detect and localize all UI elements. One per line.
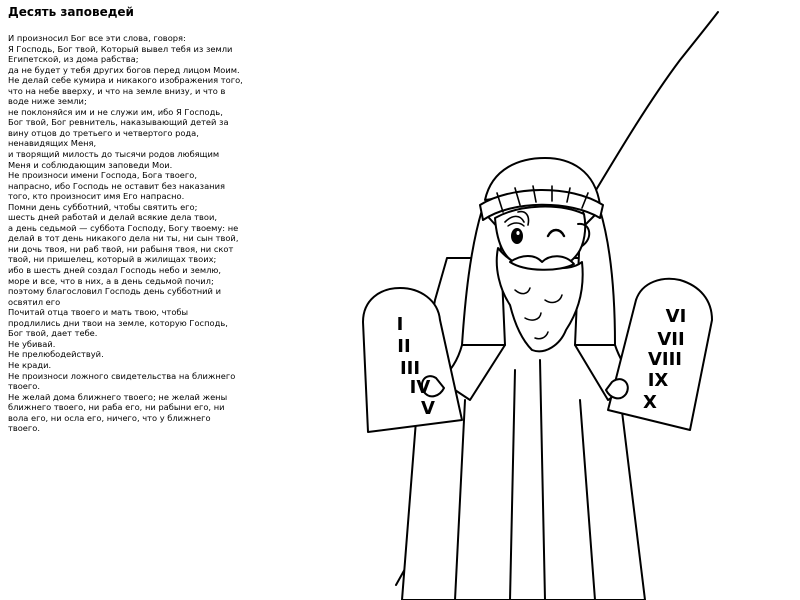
verse-line: что на небе вверху, и что на земле внизу, и что в bbox=[8, 85, 226, 96]
commandments-text bbox=[8, 33, 270, 434]
verse-line: ближнего твоего, ни раба его, ни рабыни его, ни bbox=[8, 402, 225, 413]
verse-line: твоего. bbox=[8, 381, 40, 392]
verse-line: напрасно, ибо Господь не оставит без наказания bbox=[8, 180, 225, 191]
verse-line: да не будет у тебя других богов перед лицом Моим. bbox=[8, 64, 240, 75]
verse-line: освятил его bbox=[8, 296, 61, 307]
verse-line: вину отцов до третьего и четвертого рода, bbox=[8, 127, 199, 138]
moses-illustration bbox=[330, 0, 800, 600]
verse-line: шесть дней работай и делай всякие дела твои, bbox=[8, 212, 217, 223]
verse-line: ни дочь твоя, ни раб твой, ни рабыня твоя, ни скот bbox=[8, 243, 234, 254]
verse-line: Не произноси ложного свидетельства на ближнего bbox=[8, 370, 236, 381]
verse-line: а день седьмой — суббота Господу, Богу твоему: не bbox=[8, 222, 239, 233]
verse-line: ненавидящих Меня, bbox=[8, 138, 97, 149]
numeral-5: V bbox=[421, 398, 435, 419]
verse-line: Бог твой, дает тебе. bbox=[8, 328, 98, 339]
verse-line: Меня и соблюдающим заповеди Мои. bbox=[8, 159, 173, 170]
numeral-6: VI bbox=[665, 306, 687, 327]
numeral-3: III bbox=[399, 358, 421, 379]
verse-line: Египетской, из дома рабства; bbox=[8, 54, 139, 65]
verse-line: того, кто произносит имя Его напрасно. bbox=[8, 191, 185, 202]
verse-line: И произносил Бог все эти слова, говоря: bbox=[8, 33, 186, 43]
verse-line: продлились дни твои на земле, которую Господь, bbox=[8, 317, 228, 328]
numeral-2: II bbox=[397, 336, 411, 357]
verse-line: Почитай отца твоего и мать твою, чтобы bbox=[8, 307, 189, 318]
numeral-4: IV bbox=[409, 377, 431, 398]
verse-line: Не прелюбодействуй. bbox=[8, 349, 104, 360]
verse-line: твой, ни пришелец, который в жилищах твоих; bbox=[8, 254, 217, 265]
numeral-7: VII bbox=[657, 329, 685, 350]
numeral-10: X bbox=[643, 392, 657, 413]
verse-line: вола его, ни осла его, ничего, что у ближнего bbox=[8, 412, 211, 423]
verse-line: поэтому благословил Господь день субботний и bbox=[8, 286, 221, 297]
verse-line: и творящий милость до тысячи родов любящим bbox=[8, 149, 220, 160]
verse-line: делай в тот день никакого дела ни ты, ни сын твой, bbox=[8, 233, 239, 244]
verse-line: Не убивай. bbox=[8, 338, 56, 349]
page-title: Десять заповедей bbox=[8, 5, 134, 19]
numeral-9: IX bbox=[647, 370, 669, 391]
verse-line: море и все, что в них, а в день седьмой почил; bbox=[8, 275, 214, 286]
verse-line: твоего. bbox=[8, 423, 40, 434]
verse-line: Не произноси имени Господа, Бога твоего, bbox=[8, 170, 197, 181]
verse-line: Бог твой, Бог ревнитель, наказывающий детей за bbox=[8, 117, 229, 128]
verse-line: Помни день субботний, чтобы святить его; bbox=[8, 201, 198, 212]
numeral-1: I bbox=[396, 314, 404, 335]
verse-line: Не делай себе кумира и никакого изображения того, bbox=[8, 75, 243, 86]
verse-line: ибо в шесть дней создал Господь небо и землю, bbox=[8, 265, 222, 276]
verse-line: не поклоняйся им и не служи им, ибо Я Господь, bbox=[8, 106, 223, 117]
verse-line: Не желай дома ближнего твоего; не желай жены bbox=[8, 391, 228, 402]
verse-line: воде ниже земли; bbox=[8, 96, 87, 107]
eye bbox=[512, 229, 522, 243]
verse-line: Я Господь, Бог твой, Который вывел тебя из земли bbox=[8, 43, 233, 54]
verse-line: Не кради. bbox=[8, 359, 52, 370]
numeral-8: VIII bbox=[647, 349, 683, 370]
